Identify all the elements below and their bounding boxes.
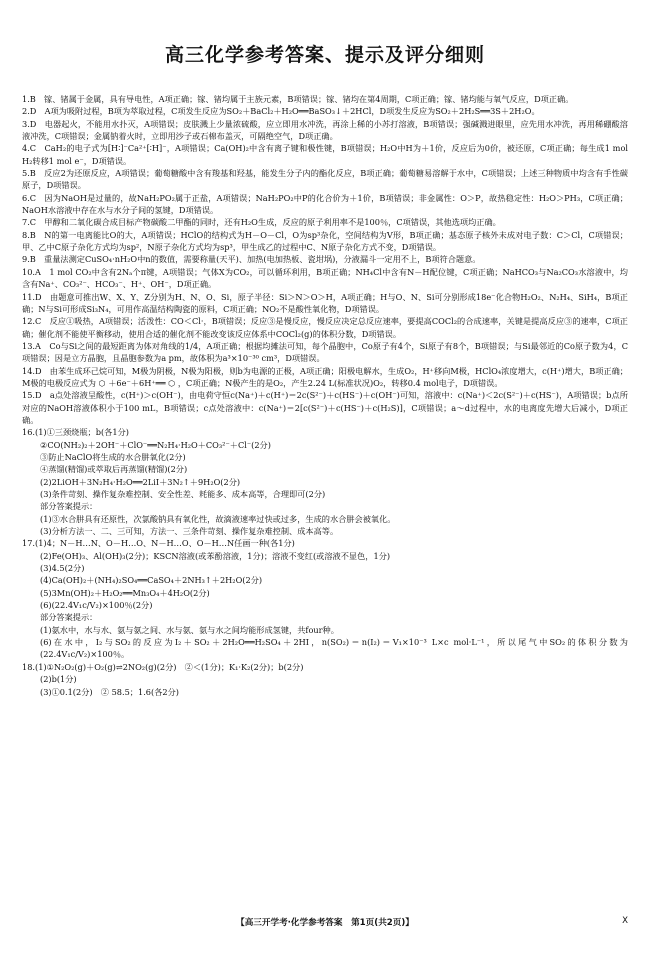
answer-paragraph: 16.(1)①三颈烧瓶；b(各1分) [22,427,129,438]
answer-paragraph: (2)Fe(OH)₃、Al(OH)₃(2分)；KSCN溶液(或苯酚溶液，1分)；溶液不变红(或溶液不显色，1分) [40,550,391,561]
answer-paragraph: 部分答案提示： [40,612,98,623]
answer-paragraph: (5)3Mn(OH)₂＋H₂O₂══Mn₃O₄＋4H₂O(2分) [40,587,210,598]
answer-paragraph: ③防止NaClO将生成的水合肼氧化(2分) [40,451,186,462]
answer-paragraph: 1.B 镓、锗属于金属，具有导电性，A项正确；镓、锗均属于主族元素，B项错误；镓、锗均在第4周期，C项正确；镓、锗均能与氧气反应，D项正确。 [22,94,574,104]
answer-paragraph: (3)分析方法一、二、三可知，方法一、三条件苛刻、操作复杂难控制、成本高等。 [40,526,339,537]
answer-paragraph: (6)在水中，I₂与SO₂的反应为I₂＋SO₂＋2H₂O══H₂SO₄＋2HI，n(SO₂)＝n(I₂)＝V₁×10⁻³ L×c mol·L⁻¹，所以尾气中SO₂的体积分数为(22.4V₁c/V₂)×100％。 [40,637,628,660]
answer-paragraph: (1)③水合肼具有还原性，次氯酸钠具有氧化性，故滴液速率过快或过多，生成的水合肼会被氧化。 [40,513,396,524]
answer-paragraph: 14.D 由苯生成环己烷可知，M极为阴极，N极为阳极，则b为电源的正极，A项正确；阳极电解水，生成O₂，H⁺移向M极，HClO₄浓度增大，c(H⁺)增大，B项正确；M极的电极反应式为 ⬡ ＋6e⁻＋6H⁺══ ⬡ ，C项正确；N极产生的是O₂，产生2.24 L(标准状况)O₂，转移0.4 mol电子，D项错误。 [22,365,628,388]
answer-paragraph: 5.B 反应2为还原反应，A项错误；葡萄糖酸中含有羧基和羟基，能发生分子内的酯化反应，B项正确；葡萄糖易溶解于水中，C项错误；上述三种物质中均含有手性碳原子，D项错误。 [22,168,628,191]
answer-paragraph: (3)①0.1(2分) ② 58.5；1.6(各2分) [40,686,179,697]
answer-paragraph: 12.C 反应①吸热，A项错误；活泼性：CO＜Cl·，B项错误；反应③是慢反应，慢反应决定总反应速率，要提高COCl₂的合成速率，关键是提高反应③的速率，C项正确；催化剂不能使平衡移动，使用合适的催化剂不能改变该反应体系中COCl₂(g)的体积分数，D项错误。 [22,316,628,339]
answer-paragraph: 2.D A项为吸附过程，B项为萃取过程，C项发生反应为SO₂＋BaCl₂＋H₂O══BaSO₃↓＋2HCl，D项发生反应为SO₂＋2H₂S══3S＋2H₂O。 [22,106,540,117]
answer-paragraph: 10.A 1 mol CO₂中含有2Nₐ个π键，A项错误；气体X为CO₂，可以循环利用，B项正确；NH₄Cl中含有N－H配位键，C项正确；NaHCO₃与Na₂CO₃水溶液中，均含有Na⁺、CO₃²⁻、HCO₃⁻、H⁺、OH⁻，D项正确。 [22,266,628,290]
answer-paragraph: (3)4.5(2分) [40,563,85,574]
answer-paragraph: 6.C 因为NaOH是过量的，故NaH₂PO₂属于正盐，A项错误；NaH₂PO₂中P的化合价为＋1价，B项错误；非金属性：O＞P，故热稳定性：H₂O＞PH₃，C项正确；NaOH水溶液中存在水与水分子间的氢键，D项错误。 [22,192,628,216]
answer-paragraph: 13.A Co与Si之间的最短距离为体对角线的1/4，A项正确；根据均摊法可知，每个晶胞中，Co原子有4个，Si原子有8个，B项错误；与Si最邻近的Co原子数为4，C项错误；因是立方晶胞，且晶胞参数为a pm，故体积为a³×10⁻³⁰ cm³，D项错误。 [22,340,628,364]
answer-paragraph: 18.(1)①N₂O₂(g)＋O₂(g)⇌2NO₂(g)(2分) ②＜(1分)；K₁·K₂(2分)；b(2分) [22,661,304,672]
answer-paragraph: ②CO(NH₂)₂＋2OH⁻＋ClO⁻══N₂H₄·H₂O＋CO₃²⁻＋Cl⁻(2分) [40,439,271,450]
answer-paragraph: 15.D a点处溶液呈酸性，c(H⁺)＞c(OH⁻)，由电荷守恒c(Na⁺)＋c(H⁺)＝2c(S²⁻)＋c(HS⁻)＋c(OH⁻)可知，溶液中：c(Na⁺)＜2c(S²⁻)＋c(HS⁻)，A项错误；b点所对应的NaOH溶液体积小于100 mL，B项错误；c点处溶液中：c(Na⁺)＝2[c(S²⁻)＋c(HS⁻)＋c(H₂S)]，C项错误；a～d过程中，水的电离度先增大后减小，D项正确。 [22,390,628,425]
answer-paragraph: 17.(1)4；N－H…N、O－H…O、N－H…O、O－H…N任画一种(各1分) [22,538,295,549]
answer-paragraph: 11.D 由题意可推出W、X、Y、Z分别为H、N、O、Si，原子半径：Si＞N＞O＞H，A项正确；H与O、N、Si可分别形成18e⁻化合物H₂O₂、N₂H₄、SiH₄，B项正确；N与Si可形成Si₃N₄，可用作高温结构陶瓷的原料，C项正确；NO₂不是酸性氧化物，D项错误。 [22,291,628,314]
answer-paragraph: (2)b(1分) [40,674,77,685]
answer-paragraph: 8.B N的第一电离能比O的大，A项错误；HClO的结构式为H－O－Cl，O为sp³杂化，空间结构为V形，B项正确；基态原子核外未成对电子数：C＞Cl，C项错误；甲、乙中C原子杂化方式均为sp²，N原子杂化方式均为sp³，甲生成乙的过程中C、N原子杂化方式不变，D项错误。 [22,229,628,253]
answer-paragraph: 部分答案提示： [40,501,98,512]
answer-paragraph: (1)氨水中，水与水、氨与氨之间、水与氨、氨与水之间均能形成氢键，共four种。 [40,624,339,635]
answer-paragraph: (3)条件苛刻、操作复杂难控制、安全性差、耗能多、成本高等，合理即可(2分) [40,489,326,499]
page-title: 高三化学参考答案、提示及评分细则 [164,44,485,66]
answer-paragraph: 7.C 甲醇和二氧化碳合成目标产物碳酸二甲酯的同时，还有H₂O生成，反应的原子利用率不是100％，C项错误，其他选项均正确。 [22,217,501,228]
answer-body [22,93,628,698]
answer-paragraph: (6)(22.4V₁c/V₂)×100％(2分) [40,600,153,611]
page-footer [22,916,628,928]
footer-mark: X [622,916,628,926]
footer-text: 【高三开学考·化学参考答案 第1页(共2页)】 [236,918,414,928]
answer-paragraph: (4)Ca(OH)₂＋(NH₄)₂SO₄══CaSO₄＋2NH₃↑＋2H₂O(2分) [40,575,263,586]
answer-paragraph: ④蒸馏(精馏)或萃取后再蒸馏(精馏)(2分) [40,464,188,475]
answer-paragraph: 9.B 重量法测定CuSO₄·nH₂O中n的数值，需要称量(天平)、加热(电加热板、瓷坩埚)，分液漏斗一定用不上，B项符合题意。 [22,254,481,265]
answer-paragraph: 3.D 电器起火，不能用水扑灭，A项错误；皮肤溅上少量浓硫酸，应立即用水冲洗，再涂上稀的小苏打溶液，B项错误；强碱溅进眼里，应先用水冲洗，再用稀硼酸溶液冲洗，C项错误；金属钠着火时，立即用沙子或石棉布盖灭，可隔绝空气，D项正确。 [22,118,628,142]
answer-paragraph: 4.C CaH₂的电子式为[H∶]⁻Ca²⁺[∶H]⁻，A项错误；Ca(OH)₂中含有离子键和极性键，B项错误；H₂O中H为＋1价，反应后为0价，被还原，C项正确；每生成1 mol H₂转移1 mol e⁻，D项错误。 [22,143,628,166]
answer-paragraph: (2)2LiOH＋3N₂H₄·H₂O══2LiI＋3N₂↑＋9H₂O(2分) [40,476,241,487]
